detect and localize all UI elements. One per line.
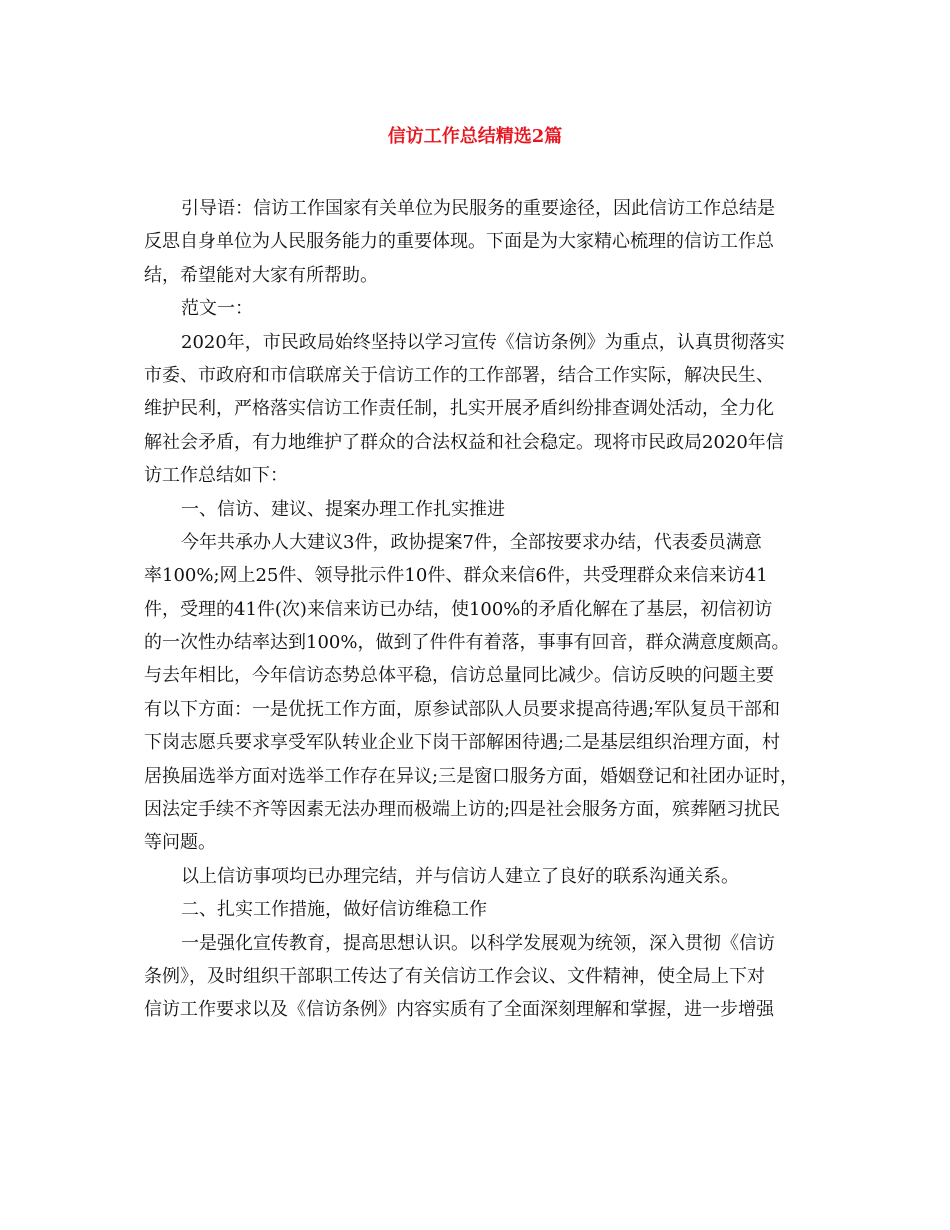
- body-line: 因法定手续不齐等因素无法办理而极端上访的;四是社会服务方面，殡葬陋习扰民: [144, 799, 781, 821]
- body-line: 有以下方面：一是优抚工作方面，原参试部队人员要求提高待遇;军队复员干部和: [144, 698, 781, 720]
- body-line: 2020年，市民政局始终坚持以学习宣传《信访条例》为重点，认真贯彻落实: [181, 331, 785, 353]
- body-line: 居换届选举方面对选举工作存在异议;三是窗口服务方面，婚姻登记和社团办证时，: [144, 765, 799, 787]
- body-line: 一是强化宣传教育，提高思想认识。以科学发展观为统领，深入贯彻《信访: [181, 932, 775, 954]
- body-line: 下岗志愿兵要求享受军队转业企业下岗干部解困待遇;二是基层组织治理方面，村: [144, 732, 781, 754]
- body-line: 访工作总结如下：: [144, 465, 288, 487]
- body-line: 以上信访事项均已办理完结，并与信访人建立了良好的联系沟通关系。: [181, 865, 739, 887]
- body-line: 市委、市政府和市信联席关于信访工作的工作部署，结合工作实际，解决民生、: [144, 364, 774, 386]
- body-line: 的一次性办结率达到100%，做到了件件有着落，事事有回音，群众满意度颇高。: [144, 632, 790, 654]
- body-line: 条例》，及时组织干部职工传达了有关信访工作会议、文件精神，使全局上下对: [144, 965, 765, 987]
- body-line: 与去年相比，今年信访态势总体平稳，信访总量同比减少。信访反映的问题主要: [144, 665, 774, 687]
- body-line: 一、信访、建议、提案办理工作扎实推进: [181, 498, 505, 520]
- body-line: 信访工作要求以及《信访条例》内容实质有了全面深刻理解和掌握，进一步增强: [144, 999, 774, 1021]
- body-line: 反思自身单位为人民服务能力的重要体现。下面是为大家精心梳理的信访工作总: [144, 231, 774, 253]
- body-line: 解社会矛盾，有力地维护了群众的合法权益和社会稳定。现将市民政局2020年信: [144, 431, 784, 453]
- document-body: [144, 192, 812, 1027]
- document-title: 信访工作总结精选2篇: [387, 126, 563, 147]
- body-line: 率100%;网上25件、领导批示件10件、群众来信6件，共受理群众来信来访41: [144, 565, 768, 587]
- body-line: 今年共承办人大建议3件，政协提案7件，全部按要求办结，代表委员满意: [181, 531, 762, 553]
- body-line: 件，受理的41件(次)来信来访已办结，使100%的矛盾化解在了基层，初信初访: [144, 598, 773, 620]
- body-line: 维护民利，严格落实信访工作责任制，扎实开展矛盾纠纷排查调处活动，全力化: [144, 398, 774, 420]
- body-line: 范文一：: [181, 298, 253, 320]
- body-line: 引导语：信访工作国家有关单位为民服务的重要途径，因此信访工作总结是: [181, 198, 775, 219]
- body-line: 二、扎实工作措施，做好信访维稳工作: [181, 899, 487, 921]
- body-line: 等问题。: [144, 832, 216, 854]
- body-line: 结，希望能对大家有所帮助。: [144, 264, 378, 286]
